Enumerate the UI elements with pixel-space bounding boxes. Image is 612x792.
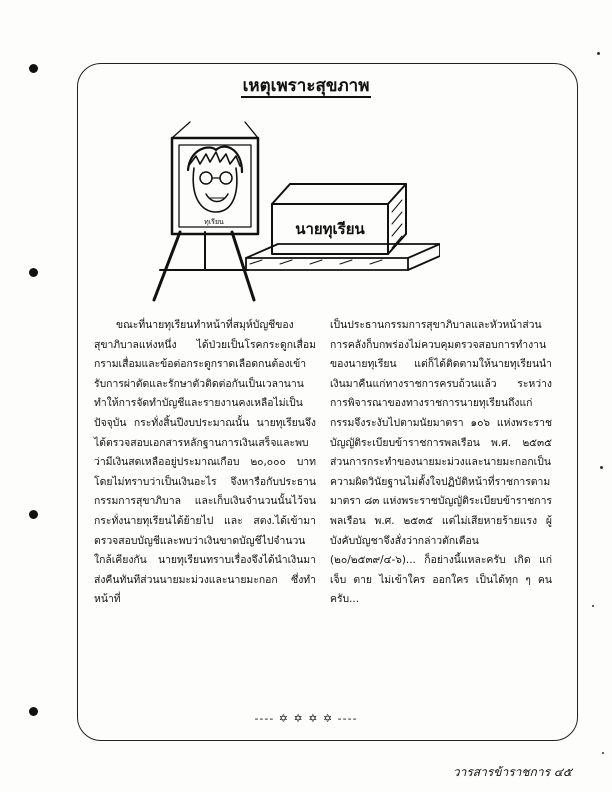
cartoon-portrait-caption: ทุเรียน bbox=[204, 218, 224, 226]
punch-hole bbox=[29, 268, 38, 277]
section-divider: ---- ✡ ✡ ✡ ✡ ---- bbox=[254, 712, 358, 725]
cartoon-illustration bbox=[150, 120, 440, 302]
scan-speck bbox=[597, 52, 600, 55]
article-column-left bbox=[94, 316, 316, 610]
cartoon-box-label: นายทุเรียน bbox=[295, 220, 365, 238]
article-paragraph-left: ขณะที่นายทุเรียนทำหน้าที่สมุห์บัญชีของสุขาภิบาลแห่งหนึ่ง ได้ป่วยเป็นโรคกระดูกเสื่อมกรามเสื่อมและข้อต่อกระดูกราดเลือดกนต้องเข้ารับการผ่าตัดและรักษาตัวติดต่อกันเป็นเวลานานทำให้การจัดทำบัญชีและรายงานคงเหลือไม่เป็นปัจจุบัน กระทั่งสิ้นปีงบประมาณนั้น นายทุเรียนจึงได้ตรวจสอบเอกสารหลักฐานการเงินเสร็จและพบว่ามีเงินสดเหลืออยู่ประมาณเกือบ ๒๐,๐๐๐ บาท โดยไม่ทราบว่าเป็นเงินอะไร จึงหารือกับประธานกรรมการสุขาภิบาล และเก็บเงินจำนวนนั้นไว้จนกระทั่งนายทุเรียนได้ย้ายไป และ สตง.ได้เข้ามาตรวจสอบบัญชีและพบว่าเงินขาดบัญชีไปจำนวนใกล้เคียงกัน นายทุเรียนทราบเรื่องจึงได้นำเงินมาส่งคืนทันทีส่วนนายมะม่วงและนายมะกอก ซึ่งทำหน้าที่ bbox=[94, 319, 316, 606]
scan-speck bbox=[602, 752, 604, 754]
article-title-text: เหตุเพราะสุขภาพ bbox=[242, 76, 370, 96]
scan-speck bbox=[600, 466, 603, 469]
article-column-right bbox=[330, 316, 552, 610]
scan-speck bbox=[592, 605, 594, 607]
journal-footer: วารสารข้าราชการ ๔๕ bbox=[452, 765, 572, 779]
punch-hole bbox=[29, 510, 38, 519]
article-paragraph-right: เป็นประธานกรรมการสุขาภิบาลและหัวหน้าส่วนการคลังก็บกพร่องไม่ควบคุมตรวจสอบการทำงานของนายทุเรียน แต่ก็ได้ติดตามให้นายทุเรียนนำเงินมาคืนแก่ทางราชการครบถ้วนแล้ว ระหว่างการพิจารณาของทางราชการนายทุเรียนถึงแก่กรรมจึงระงับไปตามนัยมาตรา ๑๐๖ แห่งพระราชบัญญัติระเบียบข้าราชการพลเรือน พ.ศ. ๒๕๓๕ ส่วนการกระทำของนายมะม่วงและนายมะกอกเป็นความผิดวินัยฐานไม่ตั้งใจปฏิบัติหน้าที่ราชการตามมาตรา ๘๓ แห่งพระราชบัญญัติระเบียบข้าราชการพลเรือน พ.ศ. ๒๕๓๕ แต่ไม่เสียหายร้ายแรง ผู้บังคับบัญชาจึงสั่งว่ากล่าวตักเตือน (๒๐/๒๕๓๙/๔-๖)... ก็อย่างนี้แหละครับ เกิด แก่ เจ็บ ตาย ไม่เข้าใคร ออกใคร เป็นได้ทุก ๆ คนครับ... bbox=[330, 319, 552, 606]
article-title bbox=[0, 72, 612, 99]
